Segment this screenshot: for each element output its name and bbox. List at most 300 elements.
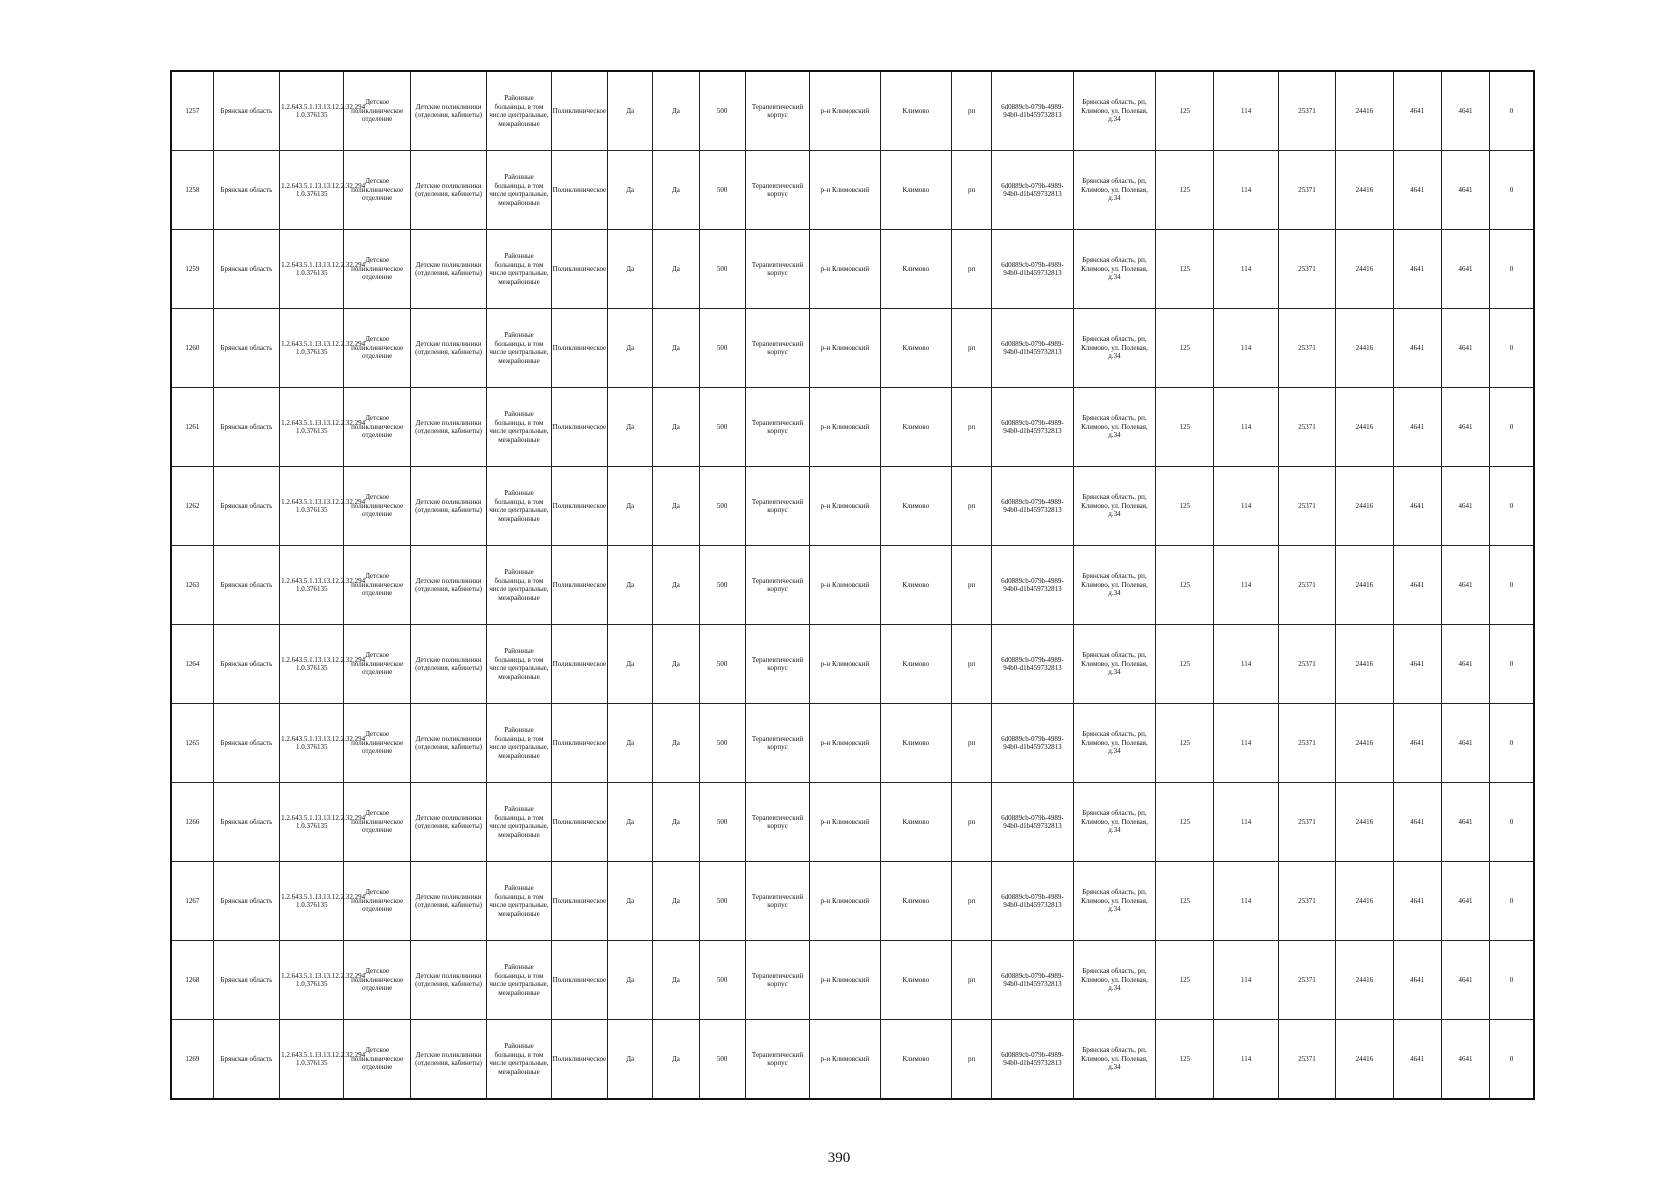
locality-cell: Климово — [880, 467, 951, 546]
oid-cell: 1.2.643.5.1.13.13.12.2.32.294 1.0.376135 — [280, 230, 344, 309]
value2-cell: 114 — [1214, 151, 1278, 230]
value6-cell: 4641 — [1441, 230, 1489, 309]
value7-cell: 0 — [1490, 704, 1534, 783]
value1-cell: 125 — [1156, 625, 1214, 704]
table-row — [171, 151, 1534, 230]
building-cell: Терапевтический корпус — [745, 704, 809, 783]
value4-cell: 24416 — [1336, 704, 1393, 783]
address-cell: Брянская область, рп, Климово, ул. Полевая, д.34 — [1073, 71, 1155, 151]
table-row — [171, 625, 1534, 704]
row-number-cell: 1265 — [171, 704, 213, 783]
value1-cell: 125 — [1156, 467, 1214, 546]
value2-cell: 114 — [1214, 467, 1278, 546]
care-type-cell: Поликлиническое — [551, 546, 607, 625]
value1-cell: 125 — [1156, 704, 1214, 783]
district-cell: р-н Климовский — [810, 388, 880, 467]
oid-cell: 1.2.643.5.1.13.13.12.2.32.294 1.0.376135 — [280, 467, 344, 546]
row-number-cell: 1258 — [171, 151, 213, 230]
value6-cell: 4641 — [1441, 151, 1489, 230]
value7-cell: 0 — [1490, 546, 1534, 625]
value3-cell: 25371 — [1278, 230, 1335, 309]
value3-cell: 25371 — [1278, 546, 1335, 625]
table-row — [171, 862, 1534, 941]
district-cell: р-н Климовский — [810, 230, 880, 309]
department-cell: Детское поликлиническое отделение — [344, 862, 410, 941]
hospital-type-cell: Районные больницы, в том числе центральные, межрайонные — [487, 862, 551, 941]
flag2-cell: Да — [653, 546, 699, 625]
profile-cell: Детские поликлиники (отделения, кабинеты) — [410, 941, 486, 1020]
profile-cell: Детские поликлиники (отделения, кабинеты) — [410, 704, 486, 783]
value6-cell: 4641 — [1441, 704, 1489, 783]
value5-cell: 4641 — [1393, 71, 1441, 151]
district-cell: р-н Климовский — [810, 309, 880, 388]
value5-cell: 4641 — [1393, 941, 1441, 1020]
value7-cell: 0 — [1490, 467, 1534, 546]
guid-cell: 6d0889cb-079b-4989-94b0-d1b459732813 — [992, 151, 1073, 230]
value5-cell: 4641 — [1393, 704, 1441, 783]
value1-cell: 125 — [1156, 309, 1214, 388]
flag1-cell: Да — [608, 783, 653, 862]
region-cell: Брянская область — [213, 71, 279, 151]
hospital-type-cell: Районные больницы, в том числе центральные, межрайонные — [487, 1020, 551, 1100]
profile-cell: Детские поликлиники (отделения, кабинеты) — [410, 467, 486, 546]
value1-cell: 125 — [1156, 1020, 1214, 1100]
guid-cell: 6d0889cb-079b-4989-94b0-d1b459732813 — [992, 546, 1073, 625]
flag1-cell: Да — [608, 309, 653, 388]
value4-cell: 24416 — [1336, 467, 1393, 546]
capacity-cell: 500 — [699, 309, 745, 388]
locality-type-cell: рп — [951, 862, 991, 941]
value3-cell: 25371 — [1278, 467, 1335, 546]
flag1-cell: Да — [608, 546, 653, 625]
care-type-cell: Поликлиническое — [551, 467, 607, 546]
value4-cell: 24416 — [1336, 546, 1393, 625]
locality-cell: Климово — [880, 546, 951, 625]
flag1-cell: Да — [608, 862, 653, 941]
district-cell: р-н Климовский — [810, 467, 880, 546]
district-cell: р-н Климовский — [810, 941, 880, 1020]
locality-type-cell: рп — [951, 151, 991, 230]
department-cell: Детское поликлиническое отделение — [344, 1020, 410, 1100]
row-number-cell: 1263 — [171, 546, 213, 625]
locality-cell: Климово — [880, 941, 951, 1020]
address-cell: Брянская область, рп, Климово, ул. Полевая, д.34 — [1073, 230, 1155, 309]
flag2-cell: Да — [653, 388, 699, 467]
value2-cell: 114 — [1214, 230, 1278, 309]
region-cell: Брянская область — [213, 546, 279, 625]
value1-cell: 125 — [1156, 546, 1214, 625]
value2-cell: 114 — [1214, 388, 1278, 467]
building-cell: Терапевтический корпус — [745, 783, 809, 862]
hospital-type-cell: Районные больницы, в том числе центральные, межрайонные — [487, 625, 551, 704]
guid-cell: 6d0889cb-079b-4989-94b0-d1b459732813 — [992, 941, 1073, 1020]
value2-cell: 114 — [1214, 704, 1278, 783]
locality-type-cell: рп — [951, 941, 991, 1020]
locality-type-cell: рп — [951, 625, 991, 704]
value4-cell: 24416 — [1336, 230, 1393, 309]
value1-cell: 125 — [1156, 783, 1214, 862]
address-cell: Брянская область, рп, Климово, ул. Полевая, д.34 — [1073, 309, 1155, 388]
capacity-cell: 500 — [699, 625, 745, 704]
table-row — [171, 941, 1534, 1020]
region-cell: Брянская область — [213, 783, 279, 862]
oid-cell: 1.2.643.5.1.13.13.12.2.32.294 1.0.376135 — [280, 941, 344, 1020]
capacity-cell: 500 — [699, 71, 745, 151]
locality-cell: Климово — [880, 309, 951, 388]
value2-cell: 114 — [1214, 546, 1278, 625]
region-cell: Брянская область — [213, 862, 279, 941]
table-row — [171, 467, 1534, 546]
value7-cell: 0 — [1490, 71, 1534, 151]
oid-cell: 1.2.643.5.1.13.13.12.2.32.294 1.0.376135 — [280, 704, 344, 783]
hospital-type-cell: Районные больницы, в том числе центральные, межрайонные — [487, 783, 551, 862]
district-cell: р-н Климовский — [810, 625, 880, 704]
locality-type-cell: рп — [951, 1020, 991, 1100]
address-cell: Брянская область, рп, Климово, ул. Полевая, д.34 — [1073, 783, 1155, 862]
value6-cell: 4641 — [1441, 546, 1489, 625]
guid-cell: 6d0889cb-079b-4989-94b0-d1b459732813 — [992, 309, 1073, 388]
profile-cell: Детские поликлиники (отделения, кабинеты) — [410, 625, 486, 704]
profile-cell: Детские поликлиники (отделения, кабинеты) — [410, 783, 486, 862]
row-number-cell: 1264 — [171, 625, 213, 704]
flag2-cell: Да — [653, 862, 699, 941]
region-cell: Брянская область — [213, 467, 279, 546]
region-cell: Брянская область — [213, 309, 279, 388]
locality-type-cell: рп — [951, 546, 991, 625]
value2-cell: 114 — [1214, 625, 1278, 704]
capacity-cell: 500 — [699, 941, 745, 1020]
department-cell: Детское поликлиническое отделение — [344, 625, 410, 704]
building-cell: Терапевтический корпус — [745, 467, 809, 546]
flag2-cell: Да — [653, 467, 699, 546]
flag2-cell: Да — [653, 1020, 699, 1100]
hospital-type-cell: Районные больницы, в том числе центральные, межрайонные — [487, 388, 551, 467]
table-row — [171, 546, 1534, 625]
value1-cell: 125 — [1156, 71, 1214, 151]
value5-cell: 4641 — [1393, 546, 1441, 625]
care-type-cell: Поликлиническое — [551, 862, 607, 941]
address-cell: Брянская область, рп, Климово, ул. Полевая, д.34 — [1073, 862, 1155, 941]
address-cell: Брянская область, рп, Климово, ул. Полевая, д.34 — [1073, 1020, 1155, 1100]
value6-cell: 4641 — [1441, 941, 1489, 1020]
guid-cell: 6d0889cb-079b-4989-94b0-d1b459732813 — [992, 230, 1073, 309]
row-number-cell: 1259 — [171, 230, 213, 309]
capacity-cell: 500 — [699, 862, 745, 941]
hospital-type-cell: Районные больницы, в том числе центральные, межрайонные — [487, 151, 551, 230]
care-type-cell: Поликлиническое — [551, 388, 607, 467]
value4-cell: 24416 — [1336, 625, 1393, 704]
address-cell: Брянская область, рп, Климово, ул. Полевая, д.34 — [1073, 625, 1155, 704]
locality-type-cell: рп — [951, 704, 991, 783]
value4-cell: 24416 — [1336, 941, 1393, 1020]
flag1-cell: Да — [608, 71, 653, 151]
value5-cell: 4641 — [1393, 467, 1441, 546]
value5-cell: 4641 — [1393, 783, 1441, 862]
region-cell: Брянская область — [213, 388, 279, 467]
value3-cell: 25371 — [1278, 941, 1335, 1020]
care-type-cell: Поликлиническое — [551, 151, 607, 230]
guid-cell: 6d0889cb-079b-4989-94b0-d1b459732813 — [992, 71, 1073, 151]
table-row — [171, 309, 1534, 388]
value7-cell: 0 — [1490, 625, 1534, 704]
oid-cell: 1.2.643.5.1.13.13.12.2.32.294 1.0.376135 — [280, 862, 344, 941]
district-cell: р-н Климовский — [810, 862, 880, 941]
care-type-cell: Поликлиническое — [551, 704, 607, 783]
building-cell: Терапевтический корпус — [745, 388, 809, 467]
value3-cell: 25371 — [1278, 625, 1335, 704]
building-cell: Терапевтический корпус — [745, 941, 809, 1020]
oid-cell: 1.2.643.5.1.13.13.12.2.32.294 1.0.376135 — [280, 388, 344, 467]
value6-cell: 4641 — [1441, 388, 1489, 467]
value2-cell: 114 — [1214, 783, 1278, 862]
district-cell: р-н Климовский — [810, 546, 880, 625]
capacity-cell: 500 — [699, 1020, 745, 1100]
hospital-type-cell: Районные больницы, в том числе центральные, межрайонные — [487, 309, 551, 388]
data-table — [170, 70, 1535, 1100]
table-row — [171, 704, 1534, 783]
flag2-cell: Да — [653, 309, 699, 388]
profile-cell: Детские поликлиники (отделения, кабинеты) — [410, 862, 486, 941]
guid-cell: 6d0889cb-079b-4989-94b0-d1b459732813 — [992, 783, 1073, 862]
value7-cell: 0 — [1490, 862, 1534, 941]
building-cell: Терапевтический корпус — [745, 862, 809, 941]
capacity-cell: 500 — [699, 151, 745, 230]
flag1-cell: Да — [608, 151, 653, 230]
flag1-cell: Да — [608, 1020, 653, 1100]
row-number-cell: 1262 — [171, 467, 213, 546]
profile-cell: Детские поликлиники (отделения, кабинеты) — [410, 388, 486, 467]
value7-cell: 0 — [1490, 1020, 1534, 1100]
capacity-cell: 500 — [699, 388, 745, 467]
profile-cell: Детские поликлиники (отделения, кабинеты) — [410, 151, 486, 230]
value3-cell: 25371 — [1278, 1020, 1335, 1100]
flag1-cell: Да — [608, 941, 653, 1020]
region-cell: Брянская область — [213, 625, 279, 704]
address-cell: Брянская область, рп, Климово, ул. Полевая, д.34 — [1073, 941, 1155, 1020]
address-cell: Брянская область, рп, Климово, ул. Полевая, д.34 — [1073, 467, 1155, 546]
guid-cell: 6d0889cb-079b-4989-94b0-d1b459732813 — [992, 862, 1073, 941]
value1-cell: 125 — [1156, 862, 1214, 941]
value7-cell: 0 — [1490, 151, 1534, 230]
value1-cell: 125 — [1156, 230, 1214, 309]
hospital-type-cell: Районные больницы, в том числе центральные, межрайонные — [487, 704, 551, 783]
page-number: 390 — [827, 1150, 851, 1166]
hospital-type-cell: Районные больницы, в том числе центральные, межрайонные — [487, 230, 551, 309]
flag2-cell: Да — [653, 704, 699, 783]
guid-cell: 6d0889cb-079b-4989-94b0-d1b459732813 — [992, 1020, 1073, 1100]
value4-cell: 24416 — [1336, 783, 1393, 862]
capacity-cell: 500 — [699, 704, 745, 783]
locality-type-cell: рп — [951, 388, 991, 467]
address-cell: Брянская область, рп, Климово, ул. Полевая, д.34 — [1073, 151, 1155, 230]
locality-cell: Климово — [880, 388, 951, 467]
district-cell: р-н Климовский — [810, 783, 880, 862]
value1-cell: 125 — [1156, 151, 1214, 230]
flag1-cell: Да — [608, 467, 653, 546]
value3-cell: 25371 — [1278, 388, 1335, 467]
value1-cell: 125 — [1156, 388, 1214, 467]
value4-cell: 24416 — [1336, 151, 1393, 230]
value4-cell: 24416 — [1336, 1020, 1393, 1100]
department-cell: Детское поликлиническое отделение — [344, 71, 410, 151]
value7-cell: 0 — [1490, 230, 1534, 309]
value3-cell: 25371 — [1278, 309, 1335, 388]
department-cell: Детское поликлиническое отделение — [344, 783, 410, 862]
address-cell: Брянская область, рп, Климово, ул. Полевая, д.34 — [1073, 388, 1155, 467]
row-number-cell: 1260 — [171, 309, 213, 388]
value6-cell: 4641 — [1441, 71, 1489, 151]
hospital-type-cell: Районные больницы, в том числе центральные, межрайонные — [487, 546, 551, 625]
department-cell: Детское поликлиническое отделение — [344, 151, 410, 230]
oid-cell: 1.2.643.5.1.13.13.12.2.32.294 1.0.376135 — [280, 309, 344, 388]
building-cell: Терапевтический корпус — [745, 625, 809, 704]
capacity-cell: 500 — [699, 546, 745, 625]
flag1-cell: Да — [608, 230, 653, 309]
row-number-cell: 1267 — [171, 862, 213, 941]
locality-cell: Климово — [880, 151, 951, 230]
flag2-cell: Да — [653, 941, 699, 1020]
hospital-type-cell: Районные больницы, в том числе центральные, межрайонные — [487, 941, 551, 1020]
region-cell: Брянская область — [213, 151, 279, 230]
value3-cell: 25371 — [1278, 862, 1335, 941]
district-cell: р-н Климовский — [810, 71, 880, 151]
value6-cell: 4641 — [1441, 309, 1489, 388]
value3-cell: 25371 — [1278, 71, 1335, 151]
value5-cell: 4641 — [1393, 151, 1441, 230]
locality-cell: Климово — [880, 704, 951, 783]
value2-cell: 114 — [1214, 71, 1278, 151]
oid-cell: 1.2.643.5.1.13.13.12.2.32.294 1.0.376135 — [280, 625, 344, 704]
care-type-cell: Поликлиническое — [551, 309, 607, 388]
profile-cell: Детские поликлиники (отделения, кабинеты) — [410, 309, 486, 388]
locality-cell: Климово — [880, 625, 951, 704]
oid-cell: 1.2.643.5.1.13.13.12.2.32.294 1.0.376135 — [280, 783, 344, 862]
value6-cell: 4641 — [1441, 467, 1489, 546]
guid-cell: 6d0889cb-079b-4989-94b0-d1b459732813 — [992, 704, 1073, 783]
value2-cell: 114 — [1214, 862, 1278, 941]
locality-type-cell: рп — [951, 467, 991, 546]
oid-cell: 1.2.643.5.1.13.13.12.2.32.294 1.0.376135 — [280, 546, 344, 625]
region-cell: Брянская область — [213, 704, 279, 783]
row-number-cell: 1261 — [171, 388, 213, 467]
region-cell: Брянская область — [213, 941, 279, 1020]
locality-cell: Климово — [880, 1020, 951, 1100]
care-type-cell: Поликлиническое — [551, 1020, 607, 1100]
value4-cell: 24416 — [1336, 71, 1393, 151]
locality-cell: Климово — [880, 783, 951, 862]
profile-cell: Детские поликлиники (отделения, кабинеты) — [410, 230, 486, 309]
care-type-cell: Поликлиническое — [551, 230, 607, 309]
flag2-cell: Да — [653, 625, 699, 704]
oid-cell: 1.2.643.5.1.13.13.12.2.32.294 1.0.376135 — [280, 1020, 344, 1100]
capacity-cell: 500 — [699, 230, 745, 309]
value6-cell: 4641 — [1441, 862, 1489, 941]
region-cell: Брянская область — [213, 1020, 279, 1100]
value6-cell: 4641 — [1441, 1020, 1489, 1100]
hospital-type-cell: Районные больницы, в том числе центральные, межрайонные — [487, 467, 551, 546]
flag1-cell: Да — [608, 388, 653, 467]
region-cell: Брянская область — [213, 230, 279, 309]
district-cell: р-н Климовский — [810, 704, 880, 783]
care-type-cell: Поликлиническое — [551, 783, 607, 862]
address-cell: Брянская область, рп, Климово, ул. Полевая, д.34 — [1073, 546, 1155, 625]
table-row — [171, 71, 1534, 151]
flag2-cell: Да — [653, 230, 699, 309]
value5-cell: 4641 — [1393, 625, 1441, 704]
flag2-cell: Да — [653, 151, 699, 230]
value4-cell: 24416 — [1336, 388, 1393, 467]
district-cell: р-н Климовский — [810, 1020, 880, 1100]
value3-cell: 25371 — [1278, 704, 1335, 783]
locality-type-cell: рп — [951, 230, 991, 309]
department-cell: Детское поликлиническое отделение — [344, 309, 410, 388]
department-cell: Детское поликлиническое отделение — [344, 230, 410, 309]
value1-cell: 125 — [1156, 941, 1214, 1020]
address-cell: Брянская область, рп, Климово, ул. Полевая, д.34 — [1073, 704, 1155, 783]
district-cell: р-н Климовский — [810, 151, 880, 230]
value7-cell: 0 — [1490, 783, 1534, 862]
building-cell: Терапевтический корпус — [745, 230, 809, 309]
row-number-cell: 1257 — [171, 71, 213, 151]
care-type-cell: Поликлиническое — [551, 71, 607, 151]
row-number-cell: 1266 — [171, 783, 213, 862]
value5-cell: 4641 — [1393, 862, 1441, 941]
care-type-cell: Поликлиническое — [551, 625, 607, 704]
department-cell: Детское поликлиническое отделение — [344, 388, 410, 467]
capacity-cell: 500 — [699, 467, 745, 546]
value5-cell: 4641 — [1393, 1020, 1441, 1100]
building-cell: Терапевтический корпус — [745, 71, 809, 151]
table-row — [171, 388, 1534, 467]
value4-cell: 24416 — [1336, 862, 1393, 941]
oid-cell: 1.2.643.5.1.13.13.12.2.32.294 1.0.376135 — [280, 71, 344, 151]
value2-cell: 114 — [1214, 941, 1278, 1020]
value5-cell: 4641 — [1393, 309, 1441, 388]
locality-cell: Климово — [880, 862, 951, 941]
table-row — [171, 783, 1534, 862]
department-cell: Детское поликлиническое отделение — [344, 546, 410, 625]
locality-cell: Климово — [880, 230, 951, 309]
department-cell: Детское поликлиническое отделение — [344, 704, 410, 783]
building-cell: Терапевтический корпус — [745, 309, 809, 388]
hospital-type-cell: Районные больницы, в том числе центральные, межрайонные — [487, 71, 551, 151]
profile-cell: Детские поликлиники (отделения, кабинеты) — [410, 71, 486, 151]
building-cell: Терапевтический корпус — [745, 1020, 809, 1100]
guid-cell: 6d0889cb-079b-4989-94b0-d1b459732813 — [992, 625, 1073, 704]
value6-cell: 4641 — [1441, 783, 1489, 862]
flag2-cell: Да — [653, 71, 699, 151]
table-row — [171, 1020, 1534, 1100]
row-number-cell: 1269 — [171, 1020, 213, 1100]
locality-type-cell: рп — [951, 71, 991, 151]
locality-cell: Климово — [880, 71, 951, 151]
value7-cell: 0 — [1490, 941, 1534, 1020]
care-type-cell: Поликлиническое — [551, 941, 607, 1020]
value7-cell: 0 — [1490, 309, 1534, 388]
value3-cell: 25371 — [1278, 151, 1335, 230]
profile-cell: Детские поликлиники (отделения, кабинеты) — [410, 1020, 486, 1100]
building-cell: Терапевтический корпус — [745, 546, 809, 625]
flag1-cell: Да — [608, 625, 653, 704]
capacity-cell: 500 — [699, 783, 745, 862]
value4-cell: 24416 — [1336, 309, 1393, 388]
guid-cell: 6d0889cb-079b-4989-94b0-d1b459732813 — [992, 467, 1073, 546]
value6-cell: 4641 — [1441, 625, 1489, 704]
value7-cell: 0 — [1490, 388, 1534, 467]
table-row — [171, 230, 1534, 309]
value5-cell: 4641 — [1393, 388, 1441, 467]
value2-cell: 114 — [1214, 1020, 1278, 1100]
